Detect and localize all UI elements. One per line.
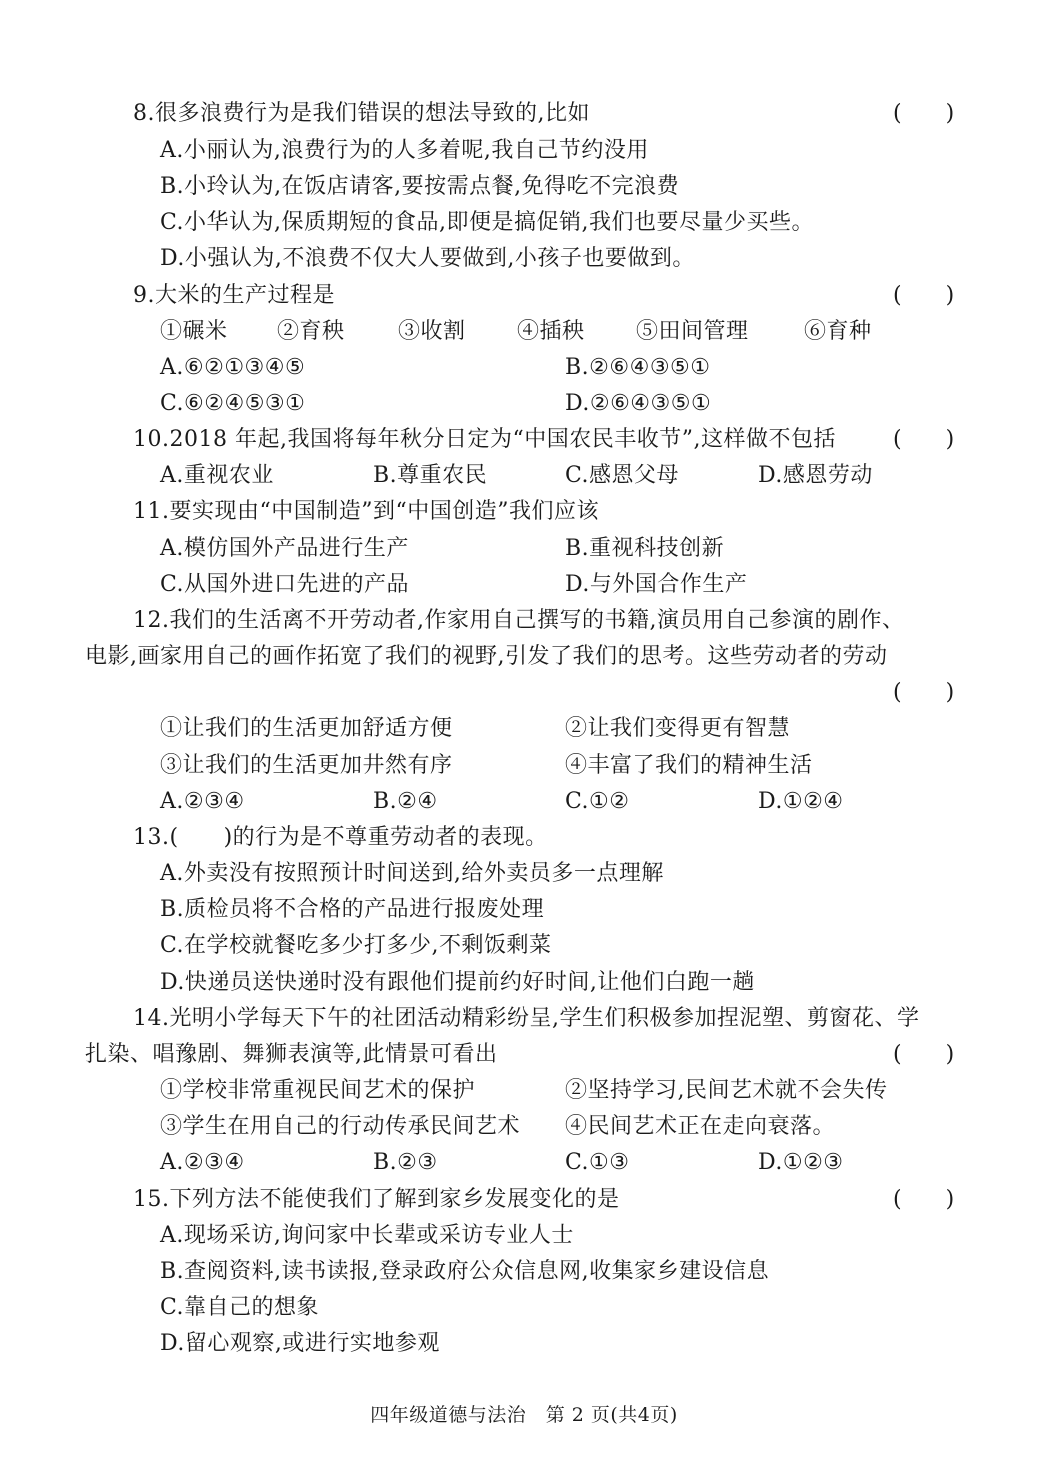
question-9-option-a: A.⑥②①③④⑤ bbox=[160, 355, 306, 380]
question-9-item-2: ②育秧 bbox=[277, 319, 345, 344]
question-10-option-d: D.感恩劳动 bbox=[758, 463, 873, 488]
question-9-item-4: ④插秧 bbox=[517, 319, 585, 344]
question-11-option-c: C.从国外进口先进的产品 bbox=[160, 572, 410, 597]
question-11-option-d: D.与外国合作生产 bbox=[565, 572, 748, 597]
question-9-item-5: ⑤田间管理 bbox=[636, 319, 749, 344]
question-10-option-b: B.尊重农民 bbox=[373, 463, 488, 488]
question-15-option-d: D.留心观察,或进行实地参观 bbox=[160, 1331, 440, 1356]
question-12-item-3: ③让我们的生活更加井然有序 bbox=[160, 753, 453, 778]
answer-paren-12: ( ) bbox=[893, 680, 955, 705]
question-9-option-d: D.②⑥④③⑤① bbox=[565, 391, 712, 416]
answer-paren-14: ( ) bbox=[893, 1042, 955, 1067]
question-14-option-c: C.①③ bbox=[565, 1150, 630, 1175]
question-13-stem: 13.( )的行为是不尊重劳动者的表现。 bbox=[133, 825, 548, 850]
question-13-option-a: A.外卖没有按照预计时间送到,给外卖员多一点理解 bbox=[160, 861, 664, 886]
answer-paren-9: ( ) bbox=[893, 283, 955, 308]
question-9-item-1: ①碾米 bbox=[160, 319, 228, 344]
question-12-item-4: ④丰富了我们的精神生活 bbox=[565, 753, 813, 778]
answer-paren-15: ( ) bbox=[893, 1187, 955, 1212]
question-14-stem-line-1: 14.光明小学每天下午的社团活动精彩纷呈,学生们积极参加捏泥塑、剪窗花、学 bbox=[133, 1006, 920, 1031]
question-9-option-c: C.⑥②④⑤③① bbox=[160, 391, 306, 416]
question-15-option-a: A.现场采访,询问家中长辈或采访专业人士 bbox=[160, 1223, 574, 1248]
answer-paren-10: ( ) bbox=[893, 427, 955, 452]
question-10-stem: 10.2018 年起,我国将每年秋分日定为“中国农民丰收节”,这样做不包括 bbox=[133, 427, 836, 452]
question-14-item-3: ③学生在用自己的行动传承民间艺术 bbox=[160, 1114, 521, 1139]
question-10-option-a: A.重视农业 bbox=[160, 463, 274, 488]
question-12-option-c: C.①② bbox=[565, 789, 630, 814]
question-14-stem-line-2: 扎染、唱豫剧、舞狮表演等,此情景可看出 bbox=[85, 1042, 498, 1067]
question-11-stem: 11.要实现由“中国制造”到“中国创造”我们应该 bbox=[133, 499, 599, 524]
question-12-stem-line-1: 12.我们的生活离不开劳动者,作家用自己撰写的书籍,演员用自己参演的剧作、 bbox=[133, 608, 905, 633]
question-14-item-1: ①学校非常重视民间艺术的保护 bbox=[160, 1078, 476, 1103]
question-8-stem: 8.很多浪费行为是我们错误的想法导致的,比如 bbox=[133, 101, 590, 126]
question-15-option-b: B.查阅资料,读书读报,登录政府公众信息网,收集家乡建设信息 bbox=[160, 1259, 770, 1284]
question-12-stem-line-2: 电影,画家用自己的画作拓宽了我们的视野,引发了我们的思考。这些劳动者的劳动 bbox=[85, 644, 888, 669]
question-14-option-a: A.②③④ bbox=[160, 1150, 245, 1175]
question-15-stem: 15.下列方法不能使我们了解到家乡发展变化的是 bbox=[133, 1187, 620, 1212]
question-9-stem: 9.大米的生产过程是 bbox=[133, 283, 335, 308]
question-11-option-a: A.模仿国外产品进行生产 bbox=[160, 536, 409, 561]
question-8-option-a: A.小丽认为,浪费行为的人多着呢,我自己节约没用 bbox=[160, 138, 649, 163]
question-9-item-6: ⑥育种 bbox=[804, 319, 872, 344]
question-11-option-b: B.重视科技创新 bbox=[565, 536, 725, 561]
question-8-option-d: D.小强认为,不浪费不仅大人要做到,小孩子也要做到。 bbox=[160, 246, 695, 271]
question-15-option-c: C.靠自己的想象 bbox=[160, 1295, 320, 1320]
question-13-option-c: C.在学校就餐吃多少打多少,不剩饭剩菜 bbox=[160, 933, 552, 958]
question-9-option-b: B.②⑥④③⑤① bbox=[565, 355, 711, 380]
question-9-item-3: ③收割 bbox=[398, 319, 466, 344]
question-12-item-1: ①让我们的生活更加舒适方便 bbox=[160, 716, 453, 741]
answer-paren-8: ( ) bbox=[893, 101, 955, 126]
question-13-option-d: D.快递员送快递时没有跟他们提前约好时间,让他们白跑一趟 bbox=[160, 970, 755, 995]
question-12-option-b: B.②④ bbox=[373, 789, 438, 814]
question-8-option-c: C.小华认为,保质期短的食品,即便是搞促销,我们也要尽量少买些。 bbox=[160, 210, 815, 235]
page-footer: 四年级道德与法治 第 2 页(共4页) bbox=[370, 1404, 678, 1426]
question-12-option-d: D.①②④ bbox=[758, 789, 844, 814]
question-14-option-d: D.①②③ bbox=[758, 1150, 844, 1175]
question-10-option-c: C.感恩父母 bbox=[565, 463, 680, 488]
question-12-option-a: A.②③④ bbox=[160, 789, 245, 814]
question-14-item-4: ④民间艺术正在走向衰落。 bbox=[565, 1114, 836, 1139]
question-13-option-b: B.质检员将不合格的产品进行报废处理 bbox=[160, 897, 545, 922]
question-14-option-b: B.②③ bbox=[373, 1150, 438, 1175]
question-8-option-b: B.小玲认为,在饭店请客,要按需点餐,免得吃不完浪费 bbox=[160, 174, 680, 199]
question-14-item-2: ②坚持学习,民间艺术就不会失传 bbox=[565, 1078, 888, 1103]
question-12-item-2: ②让我们变得更有智慧 bbox=[565, 716, 791, 741]
